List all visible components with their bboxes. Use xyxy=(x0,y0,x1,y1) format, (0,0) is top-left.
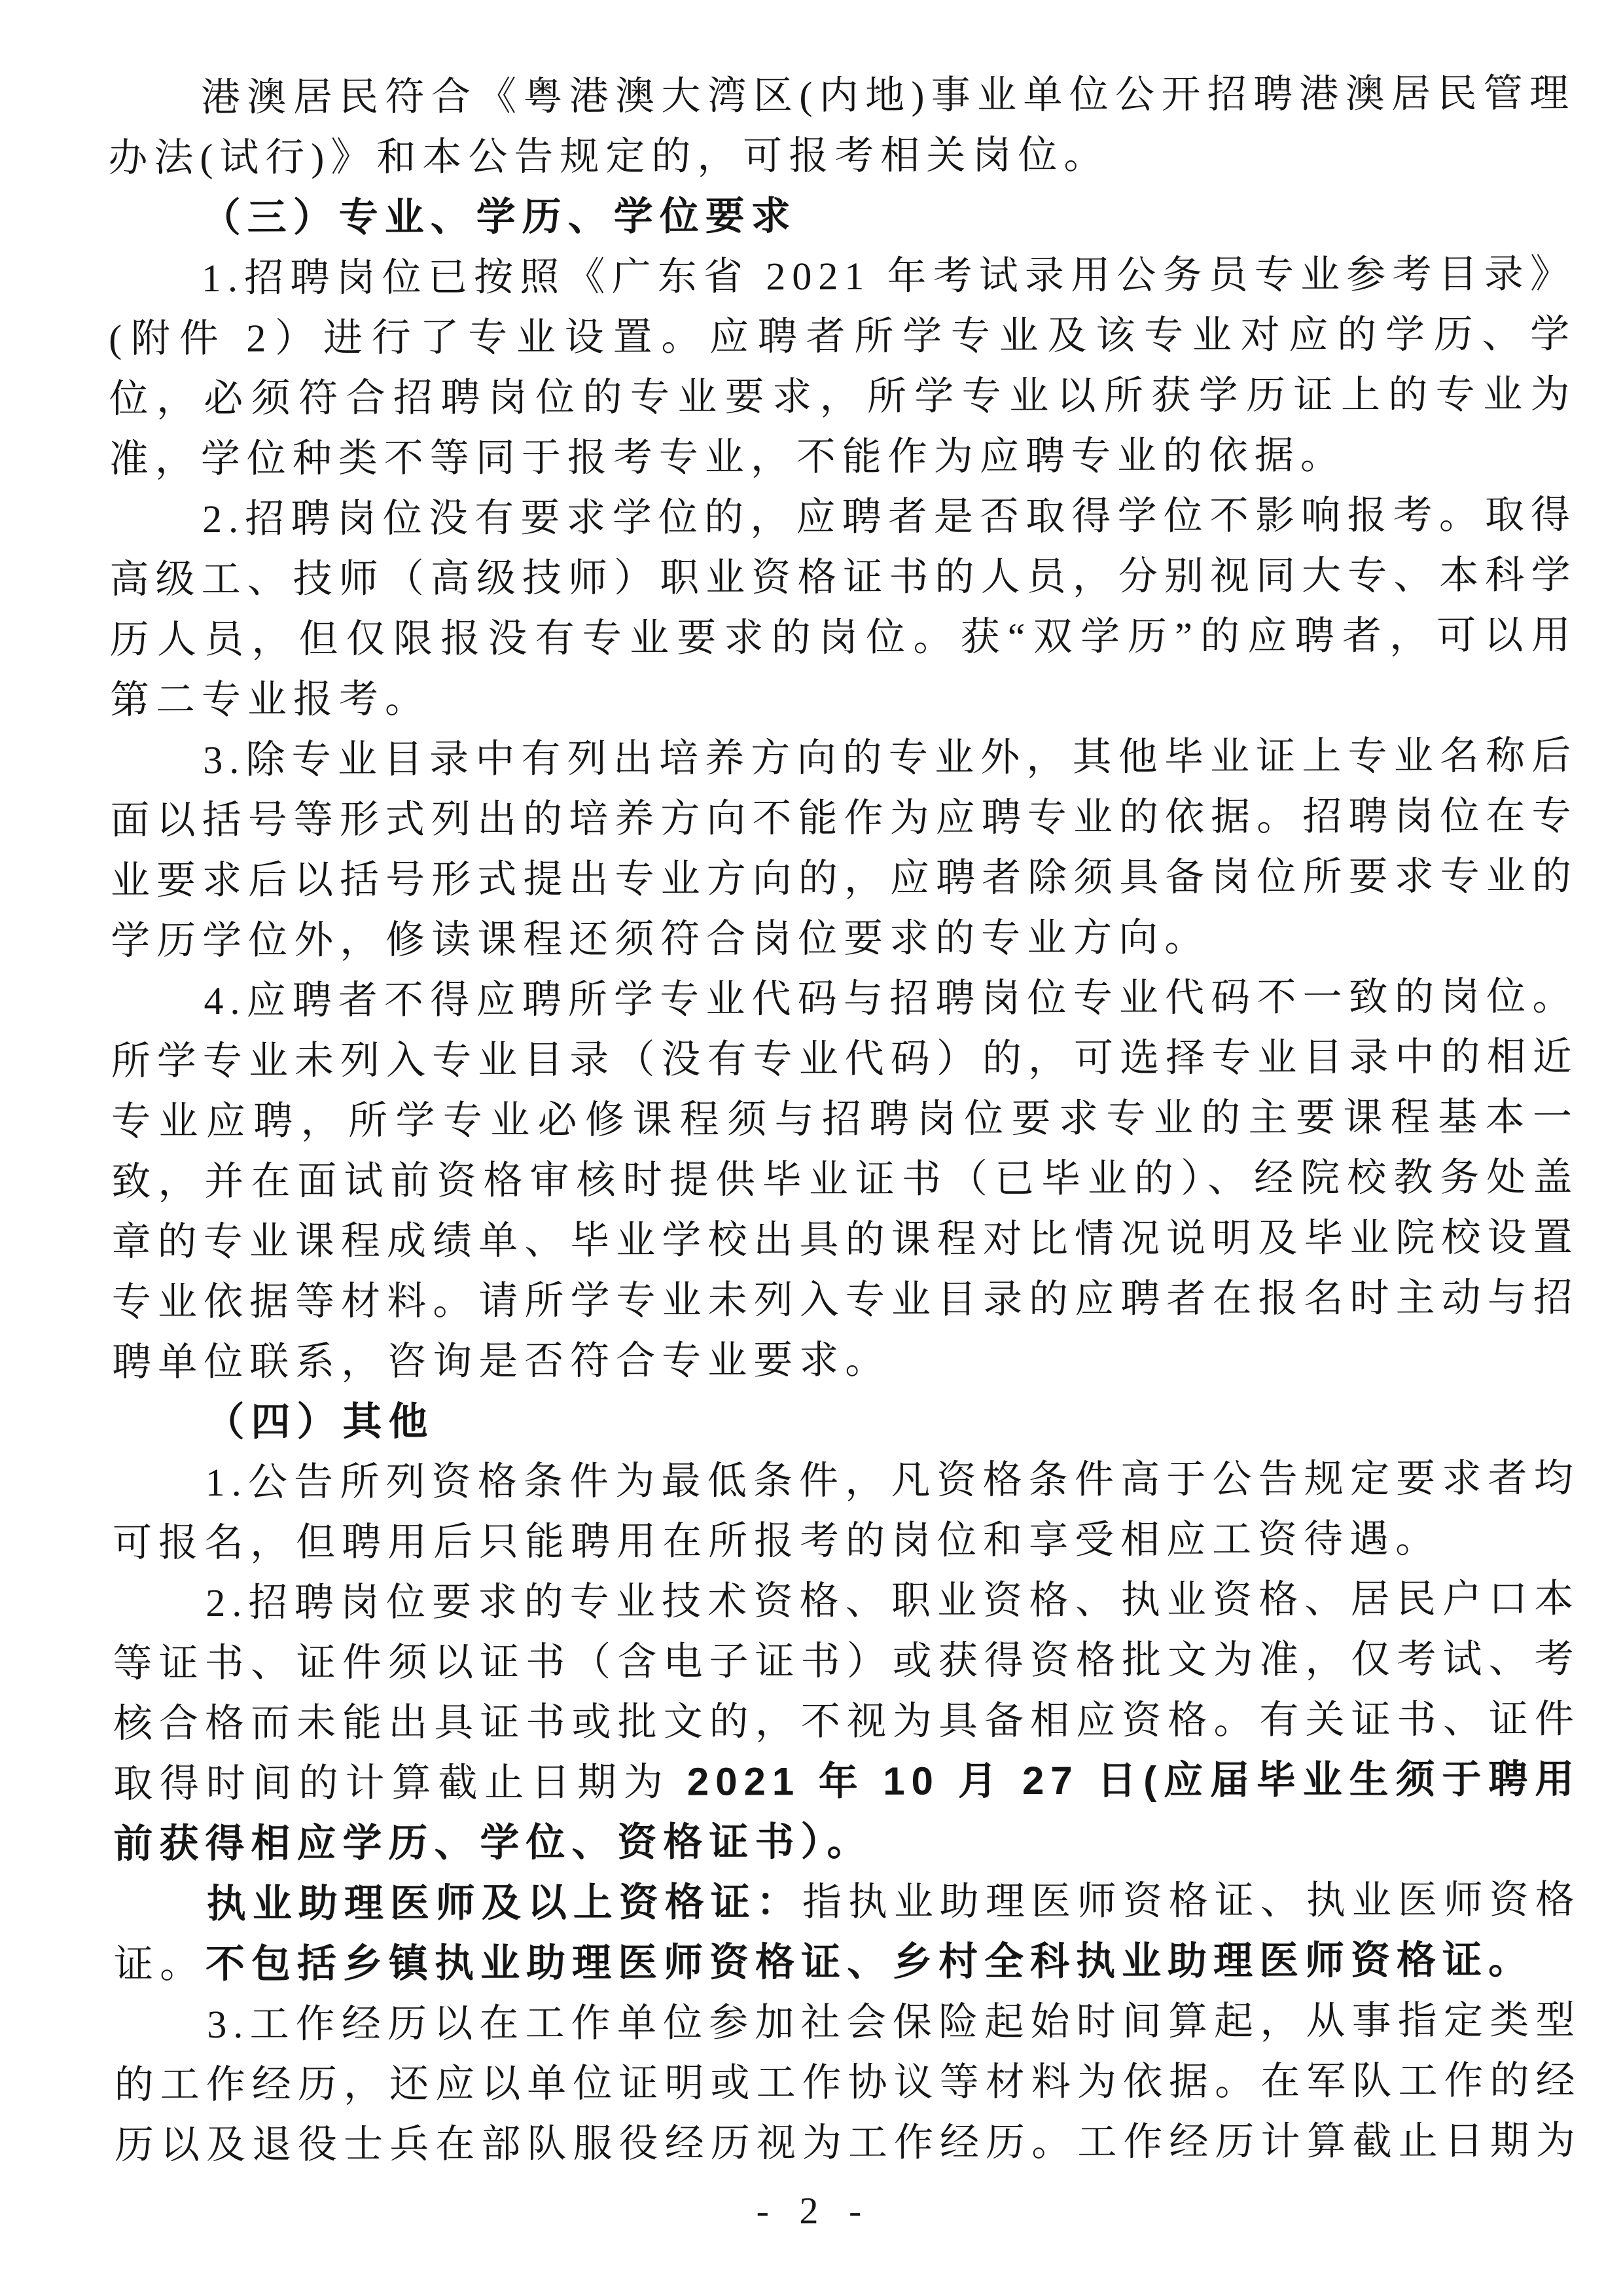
text-run-bold: 执业助理医师及以上资格证： xyxy=(206,1880,802,1926)
text-run: 1.招聘岗位已按照《广东省 2021 年考试录用公务员专业参考目录》(附件 2）进行了专业设置。应聘者所学专业及该专业对应的学历、学位，必须符合招聘岗位的专业要求，所学专业以所获学历证上的专业为准，学位种类不等同于报考专业，不能作为应聘专业的依据。 xyxy=(109,252,1577,481)
text-run: 港澳居民符合《粤港澳大湾区(内地)事业单位公开招聘港澳居民管理办法(试行)》和本公告规定的，可报考相关岗位。 xyxy=(108,71,1576,180)
paragraph xyxy=(113,1448,1580,1573)
text-run: 1.公告所列资格条件为最低条件，凡资格条件高于公告规定要求者均可报名，但聘用后只能聘用在所报考的岗位和享受相应工资待遇。 xyxy=(112,1456,1580,1565)
text-run: 3.除专业目录中有列出培养方向的专业外，其他毕业证上专业名称后面以括号等形式列出的培养方向不能作为应聘专业的依据。招聘岗位在专业要求后以括号形式提出专业方向的，应聘者除须具备岗位所要求专业的学历学位外，修读课程还须符合岗位要求的专业方向。 xyxy=(110,734,1578,963)
text-run: 2.招聘岗位要求的专业技术资格、职业资格、执业资格、居民户口本等证书、证件须以证书（含电子证书）或获得资格批文为准，仅考试、考核合格而未能出具证书或批文的，不视为具备相应资格。有关证书、证件取得时间的计算截止日期为 xyxy=(113,1577,1580,1806)
paragraph xyxy=(110,725,1578,971)
text-run-bold: （四）其他 xyxy=(205,1399,435,1444)
page-number: - 2 - xyxy=(756,2189,867,2232)
paragraph xyxy=(111,966,1579,1392)
paragraph xyxy=(114,1869,1582,1994)
text-run: 3.工作经历以在工作单位参加社会保险起始时间算起，从事指定类型的工作经历，还应以单位证明或工作协议等材料为依据。在军队工作的经历以及退役士兵在部队服役经历视为工作经历。工作经历计算截止日期为 xyxy=(114,1998,1582,2167)
text-run: 指执业助理医师资格证、执业医师资格证。 xyxy=(113,1878,1581,1986)
paragraph xyxy=(109,243,1577,489)
paragraph xyxy=(114,1990,1582,2175)
text-run-bold: 不包括乡镇执业助理医师资格证、乡村全科执业助理医师资格证。 xyxy=(205,1937,1535,1986)
document-body xyxy=(108,63,1582,2175)
text-run-bold: （三）专业、学历、学位要求 xyxy=(201,194,797,240)
text-run: 2.招聘岗位没有要求学位的，应聘者是否取得学位不影响报考。取得高级工、技师（高级技师）职业资格证书的人员，分别视同大专、本科学历人员，但仅限报没有专业要求的岗位。获“双学历”的应聘者，可以用第二专业报考。 xyxy=(109,493,1577,722)
section-heading xyxy=(109,183,1576,248)
paragraph xyxy=(109,484,1577,730)
text-run-bold: 2021 年 10 月 27 日(应届毕业生须于聘用前获得相应学历、学位、资格证书）。 xyxy=(113,1757,1581,1866)
text-run: 4.应聘者不得应聘所学专业代码与招聘岗位专业代码不一致的岗位。所学专业未列入专业目录（没有专业代码）的，可选择专业目录中的相近专业应聘，所学专业必修课程须与招聘岗位要求专业的主要课程基本一致，并在面试前资格审核时提供毕业证书（已毕业的）、经院校教务处盖章的专业课程成绩单、毕业学校出具的课程对比情况说明及毕业院校设置专业依据等材料。请所学专业未列入专业目录的应聘者在报名时主动与招聘单位联系，咨询是否符合专业要求。 xyxy=(111,975,1579,1384)
paragraph xyxy=(108,63,1576,188)
section-heading xyxy=(112,1388,1579,1452)
paragraph xyxy=(113,1568,1580,1874)
